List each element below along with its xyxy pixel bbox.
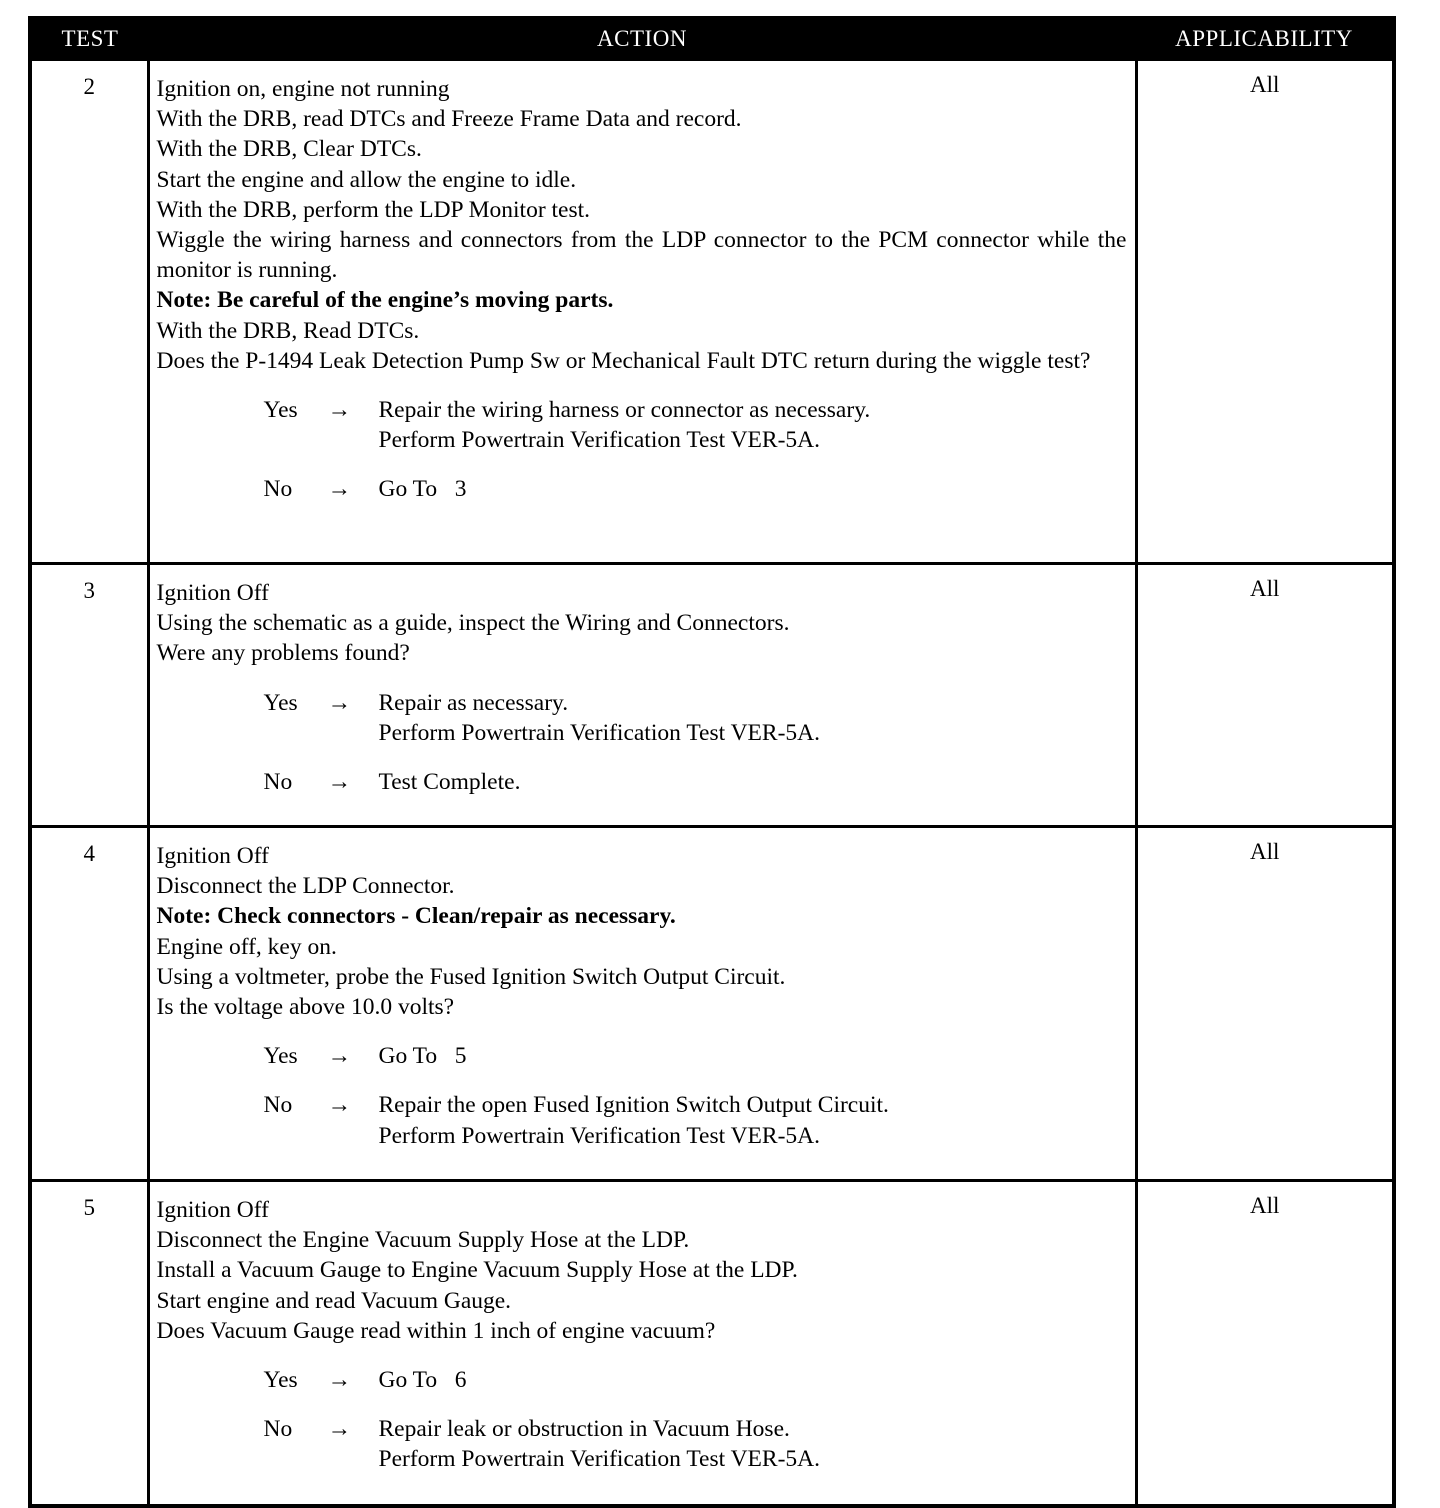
table-row [30, 564, 1394, 827]
action-step: Were any problems found? [156, 640, 410, 667]
action-step: Start the engine and allow the engine to idle. [156, 166, 577, 193]
action-step: With the DRB, Clear DTCs. [156, 136, 422, 163]
action-step: With the DRB, read DTCs and Freeze Frame Data and record. [156, 106, 742, 133]
result-line: Go To 5 [378, 1043, 467, 1070]
result-key: No [263, 476, 293, 503]
action-step: With the DRB, perform the LDP Monitor test. [156, 196, 591, 223]
result-key: Yes [263, 689, 298, 716]
arrow-right-icon: → [327, 1092, 351, 1119]
action-step: Disconnect the LDP Connector. [156, 873, 455, 900]
result-line: Perform Powertrain Verification Test VER-5A. [378, 719, 821, 746]
arrow-right-icon: → [327, 1416, 351, 1443]
arrow-right-icon: → [327, 769, 351, 796]
result-key: Yes [263, 1367, 298, 1394]
result-action [379, 474, 1127, 504]
test-number: 5 [30, 1181, 148, 1507]
action-note: Note: Be careful of the engine’s moving parts. [156, 287, 614, 314]
result-action [379, 1414, 1127, 1474]
result-action [379, 1090, 1127, 1150]
result-yes [157, 688, 1127, 748]
result-action [379, 1365, 1127, 1395]
action-step: Does the P-1494 Leak Detection Pump Sw or Mechanical Fault DTC return during the wiggle test? [156, 347, 1091, 374]
result-block [157, 1365, 1127, 1475]
action-step: With the DRB, Read DTCs. [156, 317, 420, 344]
action-step: Start engine and read Vacuum Gauge. [156, 1287, 512, 1314]
result-block [157, 1041, 1127, 1151]
result-no [157, 474, 1127, 504]
table-row [30, 827, 1394, 1181]
arrow-right-icon: → [327, 1043, 351, 1070]
result-key: No [263, 769, 293, 796]
action-step: Install a Vacuum Gauge to Engine Vacuum Supply Hose at the LDP. [156, 1257, 798, 1284]
arrow-right-icon: → [327, 476, 351, 503]
table-row [30, 1181, 1394, 1507]
table-row [30, 60, 1394, 564]
result-yes [157, 1365, 1127, 1395]
result-key: No [263, 1416, 293, 1443]
header-test: TEST [30, 18, 148, 60]
result-block [157, 395, 1127, 505]
result-action [379, 688, 1127, 748]
diagnostic-test-table [28, 16, 1396, 1508]
test-number: 4 [30, 827, 148, 1181]
arrow-right-icon: → [327, 689, 351, 716]
result-action [379, 395, 1127, 455]
test-number: 3 [30, 564, 148, 827]
action-step: Ignition on, engine not running [156, 76, 450, 102]
result-block [157, 688, 1127, 798]
result-action [379, 767, 1127, 797]
action-step: Ignition Off [156, 580, 269, 606]
result-line: Perform Powertrain Verification Test VER-5A. [378, 1446, 821, 1473]
result-line: Go To 6 [378, 1367, 467, 1394]
result-no [157, 1090, 1127, 1150]
action-step: Engine off, key on. [156, 933, 337, 960]
action-cell [148, 60, 1136, 564]
result-line: Test Complete. [378, 769, 521, 796]
action-step: Using the schematic as a guide, inspect the Wiring and Connectors. [156, 610, 790, 637]
result-line: Repair as necessary. [378, 689, 569, 716]
result-line: Repair the open Fused Ignition Switch Output Circuit. [378, 1092, 889, 1119]
action-step: Using a voltmeter, probe the Fused Ignition Switch Output Circuit. [156, 963, 786, 990]
action-step: Does Vacuum Gauge read within 1 inch of engine vacuum? [156, 1317, 716, 1344]
result-yes [157, 1041, 1127, 1071]
arrow-right-icon: → [327, 1367, 351, 1394]
result-key: Yes [263, 1043, 298, 1070]
applicability-value: All [1136, 827, 1394, 1181]
applicability-value: All [1136, 1181, 1394, 1507]
header-row [30, 18, 1394, 60]
action-note: Note: Check connectors - Clean/repair as necessary. [156, 903, 676, 930]
action-step: Disconnect the Engine Vacuum Supply Hose at the LDP. [156, 1227, 690, 1254]
result-key: Yes [263, 397, 298, 424]
result-line: Repair the wiring harness or connector as necessary. [378, 397, 871, 424]
action-step: Wiggle the wiring harness and connectors from the LDP connector to the PCM connector while the monitor is running. [156, 227, 1127, 284]
result-yes [157, 395, 1127, 455]
result-action [379, 1041, 1127, 1071]
result-line: Go To 3 [378, 476, 467, 503]
table-header [30, 18, 1394, 60]
applicability-value: All [1136, 60, 1394, 564]
result-line: Perform Powertrain Verification Test VER-5A. [378, 427, 821, 454]
result-no [157, 767, 1127, 797]
result-no [157, 1414, 1127, 1474]
test-number: 2 [30, 60, 148, 564]
action-step: Ignition Off [156, 843, 269, 869]
header-action: ACTION [148, 18, 1136, 60]
result-key: No [263, 1092, 293, 1119]
table-body [30, 60, 1394, 1507]
action-step: Ignition Off [156, 1197, 269, 1223]
arrow-right-icon: → [327, 397, 351, 424]
result-line: Repair leak or obstruction in Vacuum Hose. [378, 1416, 790, 1443]
header-applicability: APPLICABILITY [1136, 18, 1394, 60]
result-line: Perform Powertrain Verification Test VER-5A. [378, 1122, 821, 1149]
action-cell [148, 827, 1136, 1181]
action-step: Is the voltage above 10.0 volts? [156, 994, 455, 1021]
action-cell [148, 564, 1136, 827]
action-cell [148, 1181, 1136, 1507]
applicability-value: All [1136, 564, 1394, 827]
